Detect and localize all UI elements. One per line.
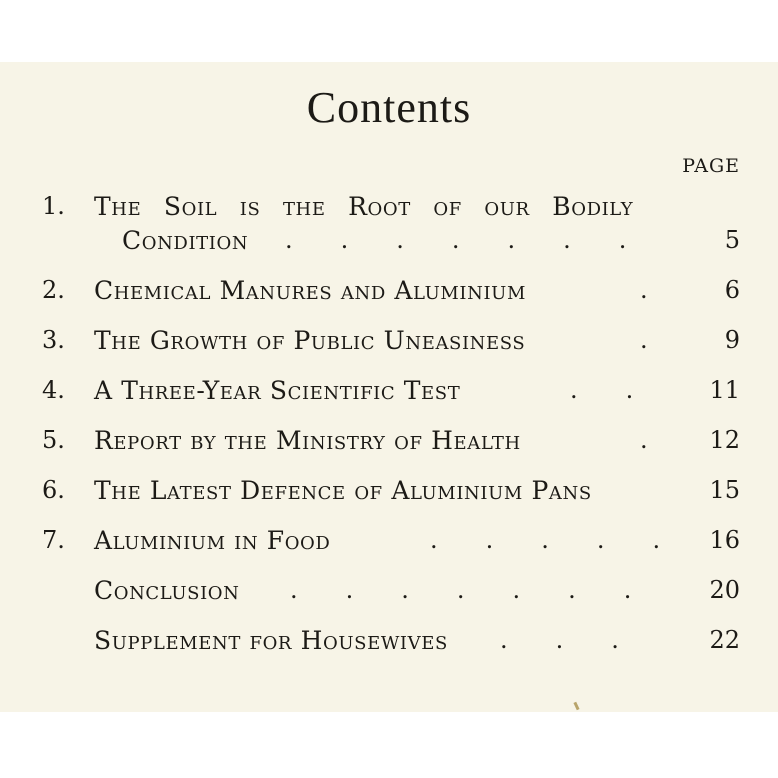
entry-number: 3. [42, 326, 65, 354]
toc-entry-4 [0, 376, 778, 410]
book-page [0, 62, 778, 712]
toc-entry-conclusion [0, 576, 778, 610]
entry-number: 6. [42, 476, 65, 504]
entry-page: 20 [709, 576, 740, 604]
entry-page: 9 [724, 326, 740, 354]
entry-title: Report by the Ministry of Health [94, 426, 521, 455]
entry-title: A Three-Year Scientific Test [94, 376, 461, 405]
entry-title: Conclusion [94, 576, 240, 605]
toc-entry-2 [0, 276, 778, 310]
toc-entry-7 [0, 526, 778, 560]
entry-title: Chemical Manures and Aluminium [94, 276, 526, 305]
entry-title-line2: Condition [122, 226, 249, 255]
entry-number: 1. [42, 192, 65, 220]
leader-dots: . . . . . . . [285, 226, 627, 254]
entry-number: 4. [42, 376, 65, 404]
page-title: Contents [306, 83, 472, 132]
entry-title: Supplement for Housewives [94, 626, 448, 655]
toc-entry-1 [0, 192, 778, 226]
entry-title: The Growth of Public Uneasiness [94, 326, 526, 355]
entry-page: 11 [709, 376, 740, 404]
entry-page: 16 [709, 526, 740, 554]
toc-entry-1-continued [0, 226, 778, 260]
entry-page: 12 [709, 426, 740, 454]
leader-dots: . [640, 326, 648, 354]
leader-dots: . [640, 426, 648, 454]
toc-entry-supplement [0, 626, 778, 660]
paper-speck [573, 702, 579, 711]
toc-entry-5 [0, 426, 778, 460]
entry-number: 7. [42, 526, 65, 554]
entry-page: 15 [709, 476, 740, 504]
entry-number: 2. [42, 276, 65, 304]
leader-dots: . . . [500, 626, 619, 654]
toc-entry-6 [0, 476, 778, 510]
toc-entry-3 [0, 326, 778, 360]
entry-page: 22 [709, 626, 740, 654]
entry-page: 6 [724, 276, 740, 304]
leader-dots: . . . . . . . [290, 576, 632, 604]
entry-number: 5. [42, 426, 65, 454]
leader-dots: . [640, 276, 648, 304]
entry-title: The Latest Defence of Aluminium Pans [94, 476, 592, 505]
leader-dots: . . [570, 376, 634, 404]
entry-title: Aluminium in Food [94, 526, 331, 555]
page-column-label: PAGE [682, 155, 740, 177]
entry-title-line1: The Soil is the Root of our Bodily [94, 192, 634, 221]
entry-page: 5 [724, 226, 740, 254]
leader-dots: . . . . . [430, 526, 661, 554]
